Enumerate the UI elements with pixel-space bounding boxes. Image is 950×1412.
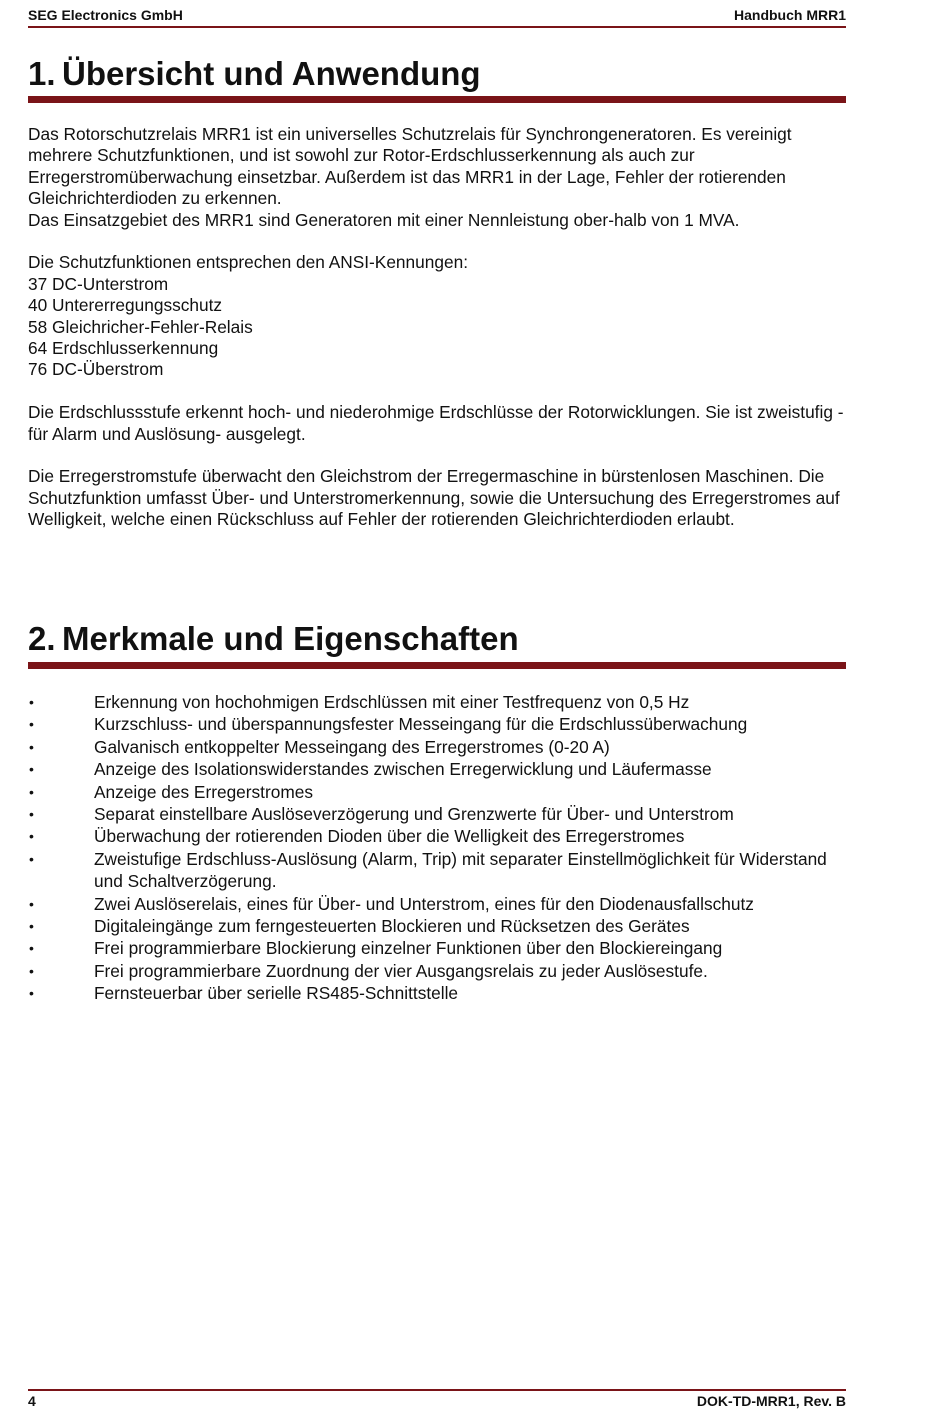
- section-1-number: 1.: [28, 55, 56, 92]
- feature-text: Fernsteuerbar über serielle RS485-Schnittstelle: [94, 983, 459, 1004]
- section-1-body: [28, 124, 846, 531]
- bullet-icon: •: [29, 985, 34, 1002]
- ansi-code-item: 40 Untererregungsschutz: [28, 295, 223, 316]
- ansi-code-item: 64 Erdschlusserkennung: [28, 338, 219, 359]
- ansi-intro: Die Schutzfunktionen entsprechen den ANSI-Kennungen:: [28, 252, 469, 273]
- bullet-icon: •: [29, 738, 34, 755]
- feature-text: Digitaleingänge zum ferngesteuerten Blockieren und Rücksetzen des Gerätes: [94, 916, 690, 937]
- feature-text: Zwei Auslöserelais, eines für Über- und Unterstrom, eines für den Diodenausfallschutz: [94, 893, 754, 914]
- feature-item: [28, 825, 846, 847]
- page-number: 4: [28, 1393, 36, 1409]
- bullet-icon: •: [29, 806, 34, 823]
- feature-item: [28, 758, 846, 780]
- feature-item: [28, 736, 846, 758]
- document-id: DOK-TD-MRR1, Rev. B: [696, 1393, 846, 1409]
- bullet-icon: •: [29, 761, 34, 778]
- section-2-title: Merkmale und Eigenschaften: [62, 620, 519, 657]
- feature-text: Galvanisch entkoppelter Messeingang des Erregerstromes (0-20 A): [94, 736, 610, 757]
- feature-text: Überwachung der rotierenden Dioden über die Welligkeit des Erregerstromes: [94, 826, 685, 847]
- section-2-rule: [28, 662, 846, 669]
- section-1-heading: [28, 54, 481, 94]
- feature-list: [28, 691, 846, 1005]
- bullet-icon: •: [29, 783, 34, 800]
- bullet-icon: •: [29, 918, 34, 935]
- bullet-icon: •: [29, 694, 34, 710]
- footer-rule: [28, 1389, 846, 1391]
- section-1-rule: [28, 96, 846, 103]
- section-1-title: Übersicht und Anwendung: [62, 55, 481, 92]
- feature-text: Frei programmierbare Blockierung einzelner Funktionen über den Blockiereingang: [94, 938, 723, 959]
- ansi-code-item: 76 DC-Überstrom: [28, 359, 164, 380]
- feature-item: [28, 713, 846, 735]
- manual-title: Handbuch MRR1: [734, 7, 846, 23]
- feature-item: [28, 691, 846, 713]
- feature-text: Anzeige des Erregerstromes: [94, 781, 313, 802]
- feature-item: [28, 893, 846, 915]
- bullet-icon: •: [29, 895, 34, 912]
- earth-fault-paragraph: Die Erdschlussstufe erkennt hoch- und niederohmige Erdschlüsse der Rotorwicklungen. Sie ist zweistufig -für Alarm und Auslösung- ausgelegt.: [28, 402, 844, 444]
- feature-item: [28, 781, 846, 803]
- bullet-icon: •: [29, 828, 34, 845]
- feature-item: [28, 803, 846, 825]
- page-footer: [28, 1392, 846, 1412]
- feature-text: Frei programmierbare Zuordnung der vier Ausgangsrelais zu jeder Auslösestufe.: [94, 960, 708, 981]
- section-2-number: 2.: [28, 620, 56, 657]
- feature-item: [28, 960, 846, 982]
- company-name: SEG Electronics GmbH: [28, 7, 183, 23]
- feature-text: Anzeige des Isolationswiderstandes zwischen Erregerwicklung und Läufermasse: [94, 759, 712, 780]
- bullet-icon: •: [29, 716, 34, 733]
- ansi-code-item: 37 DC-Unterstrom: [28, 273, 169, 294]
- feature-item: [28, 937, 846, 959]
- section-2-heading: [28, 619, 519, 659]
- feature-text: Zweistufige Erdschluss-Auslösung (Alarm, Trip) mit separater Einstellmöglichkeit für Widerstand und Schaltverzögerung.: [94, 848, 827, 892]
- page-header: [28, 6, 846, 26]
- ansi-code-item: 58 Gleichricher-Fehler-Relais: [28, 316, 253, 337]
- bullet-icon: •: [29, 850, 34, 867]
- intro-paragraph: Das Rotorschutzrelais MRR1 ist ein universelles Schutzrelais für Synchrongeneratoren. Es vereinigt mehrere Schutzfunktionen, und ist sowohl zur Rotor-Erdschlusserkennung als auch zur Erregerstromüberwachung einsetzbar. Außerdem ist das MRR1 in der Lage, Fehler der rotierenden Gleichrichterdioden zu erkennen.: [28, 124, 792, 209]
- feature-text: Separat einstellbare Auslöseverzögerung und Grenzwerte für Über- und Unterstrom: [94, 804, 734, 825]
- header-rule: [28, 26, 846, 28]
- application-paragraph: Das Einsatzgebiet des MRR1 sind Generatoren mit einer Nennleistung ober-halb von 1 MVA.: [28, 209, 740, 230]
- bullet-icon: •: [29, 962, 34, 979]
- feature-item: [28, 915, 846, 937]
- feature-item: [28, 848, 846, 893]
- bullet-icon: •: [29, 940, 34, 957]
- feature-item: [28, 982, 846, 1004]
- excitation-paragraph: Die Erregerstromstufe überwacht den Gleichstrom der Erregermaschine in bürstenlosen Maschinen. Die Schutzfunktion umfasst Über- und Unterstromerkennung, sowie die Untersuchung des Erregerstromes auf Welligkeit, welche einen Rückschluss auf Fehler der rotierenden Gleichrichterdioden erlaubt.: [28, 466, 840, 530]
- feature-text: Kurzschluss- und überspannungsfester Messeingang für die Erdschlussüberwachung: [94, 714, 748, 735]
- feature-text: Erkennung von hochohmigen Erdschlüssen mit einer Testfrequenz von 0,5 Hz: [94, 692, 690, 712]
